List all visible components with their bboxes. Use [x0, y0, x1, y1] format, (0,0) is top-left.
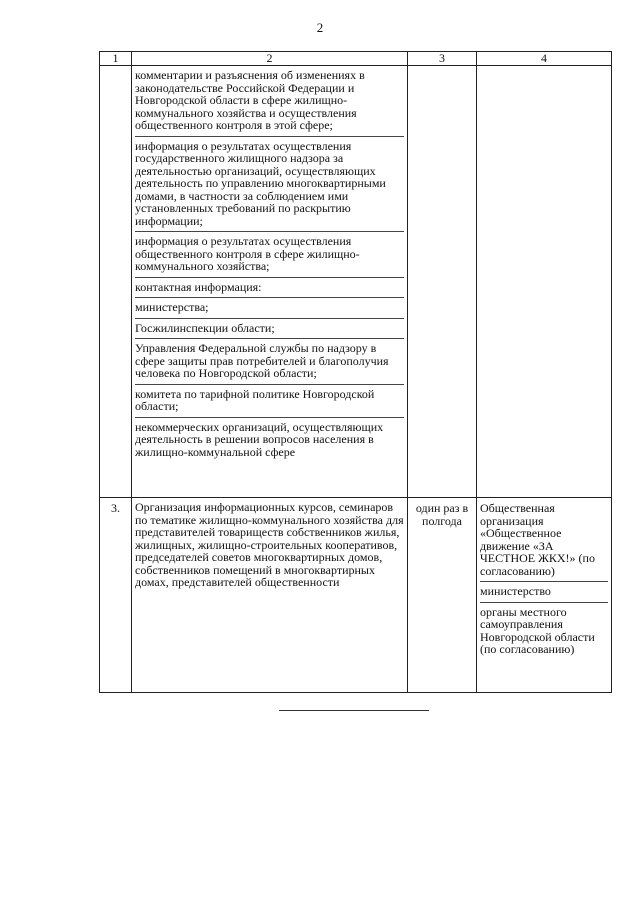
list-item: комитета по тарифной политике Новгородской области;: [135, 384, 404, 417]
responsible-cell: [477, 498, 612, 693]
description-text: Организация информационных курсов, семинаров по тематике жилищно-коммунального хозяйства для представителей товариществ собственников жилья, жилищных, жилищно-строительных кооперативов, председателей советов многоквартирных домов, собственников помещений в многоквартирных домах, представителей общественности: [135, 500, 404, 589]
table-header-row: [100, 52, 612, 66]
list-item: контактная информация:: [135, 277, 404, 298]
description-cell: [132, 66, 408, 498]
list-item: министерства;: [135, 297, 404, 318]
column-header: 3: [408, 52, 477, 66]
end-of-document-line: [279, 710, 429, 711]
column-header: 1: [100, 52, 132, 66]
list-item: Госжилинспекции области;: [135, 318, 404, 339]
list-item: министерство: [480, 581, 608, 602]
list-item: информация о результатах осуществления государственного жилищного надзора за деятельностью организаций, осуществляющих деятельность по управлению многоквартирными домами, в частности за соблюдением ими установленных требований по раскрытию информации;: [135, 136, 404, 232]
list-item: Общественная организация «Общественное движение «ЗА ЧЕСТНОЕ ЖКХ!» (по согласованию): [480, 501, 595, 578]
row-number-cell: 3.: [100, 498, 132, 693]
list-item: некоммерческих организаций, осуществляющих деятельность в решении вопросов населения в жилищно-коммунальной сфере: [135, 417, 404, 463]
measures-table: [99, 51, 612, 693]
frequency-cell: один раз в полгода: [408, 498, 477, 693]
description-cell: [132, 498, 408, 693]
list-item: органы местного самоуправления Новгородской области (по согласованию): [480, 602, 608, 660]
table-row: [100, 498, 612, 693]
list-item: комментарии и разъяснения об изменениях в законодательстве Российской Федерации и Новгородской области в сфере жилищно-коммунального хозяйства и осуществления общественного контроля в этой сфере;: [135, 68, 365, 132]
frequency-cell: [408, 66, 477, 498]
column-header: 4: [477, 52, 612, 66]
list-item: информация о результатах осуществления общественного контроля в сфере жилищно-коммунального хозяйства;: [135, 231, 404, 277]
page-number: 2: [316, 20, 324, 35]
row-number-cell: [100, 66, 132, 498]
column-header: 2: [132, 52, 408, 66]
responsible-cell: [477, 66, 612, 498]
list-item: Управления Федеральной службы по надзору в сфере защиты прав потребителей и благополучия человека по Новгородской области;: [135, 338, 404, 384]
table-row: [100, 66, 612, 498]
